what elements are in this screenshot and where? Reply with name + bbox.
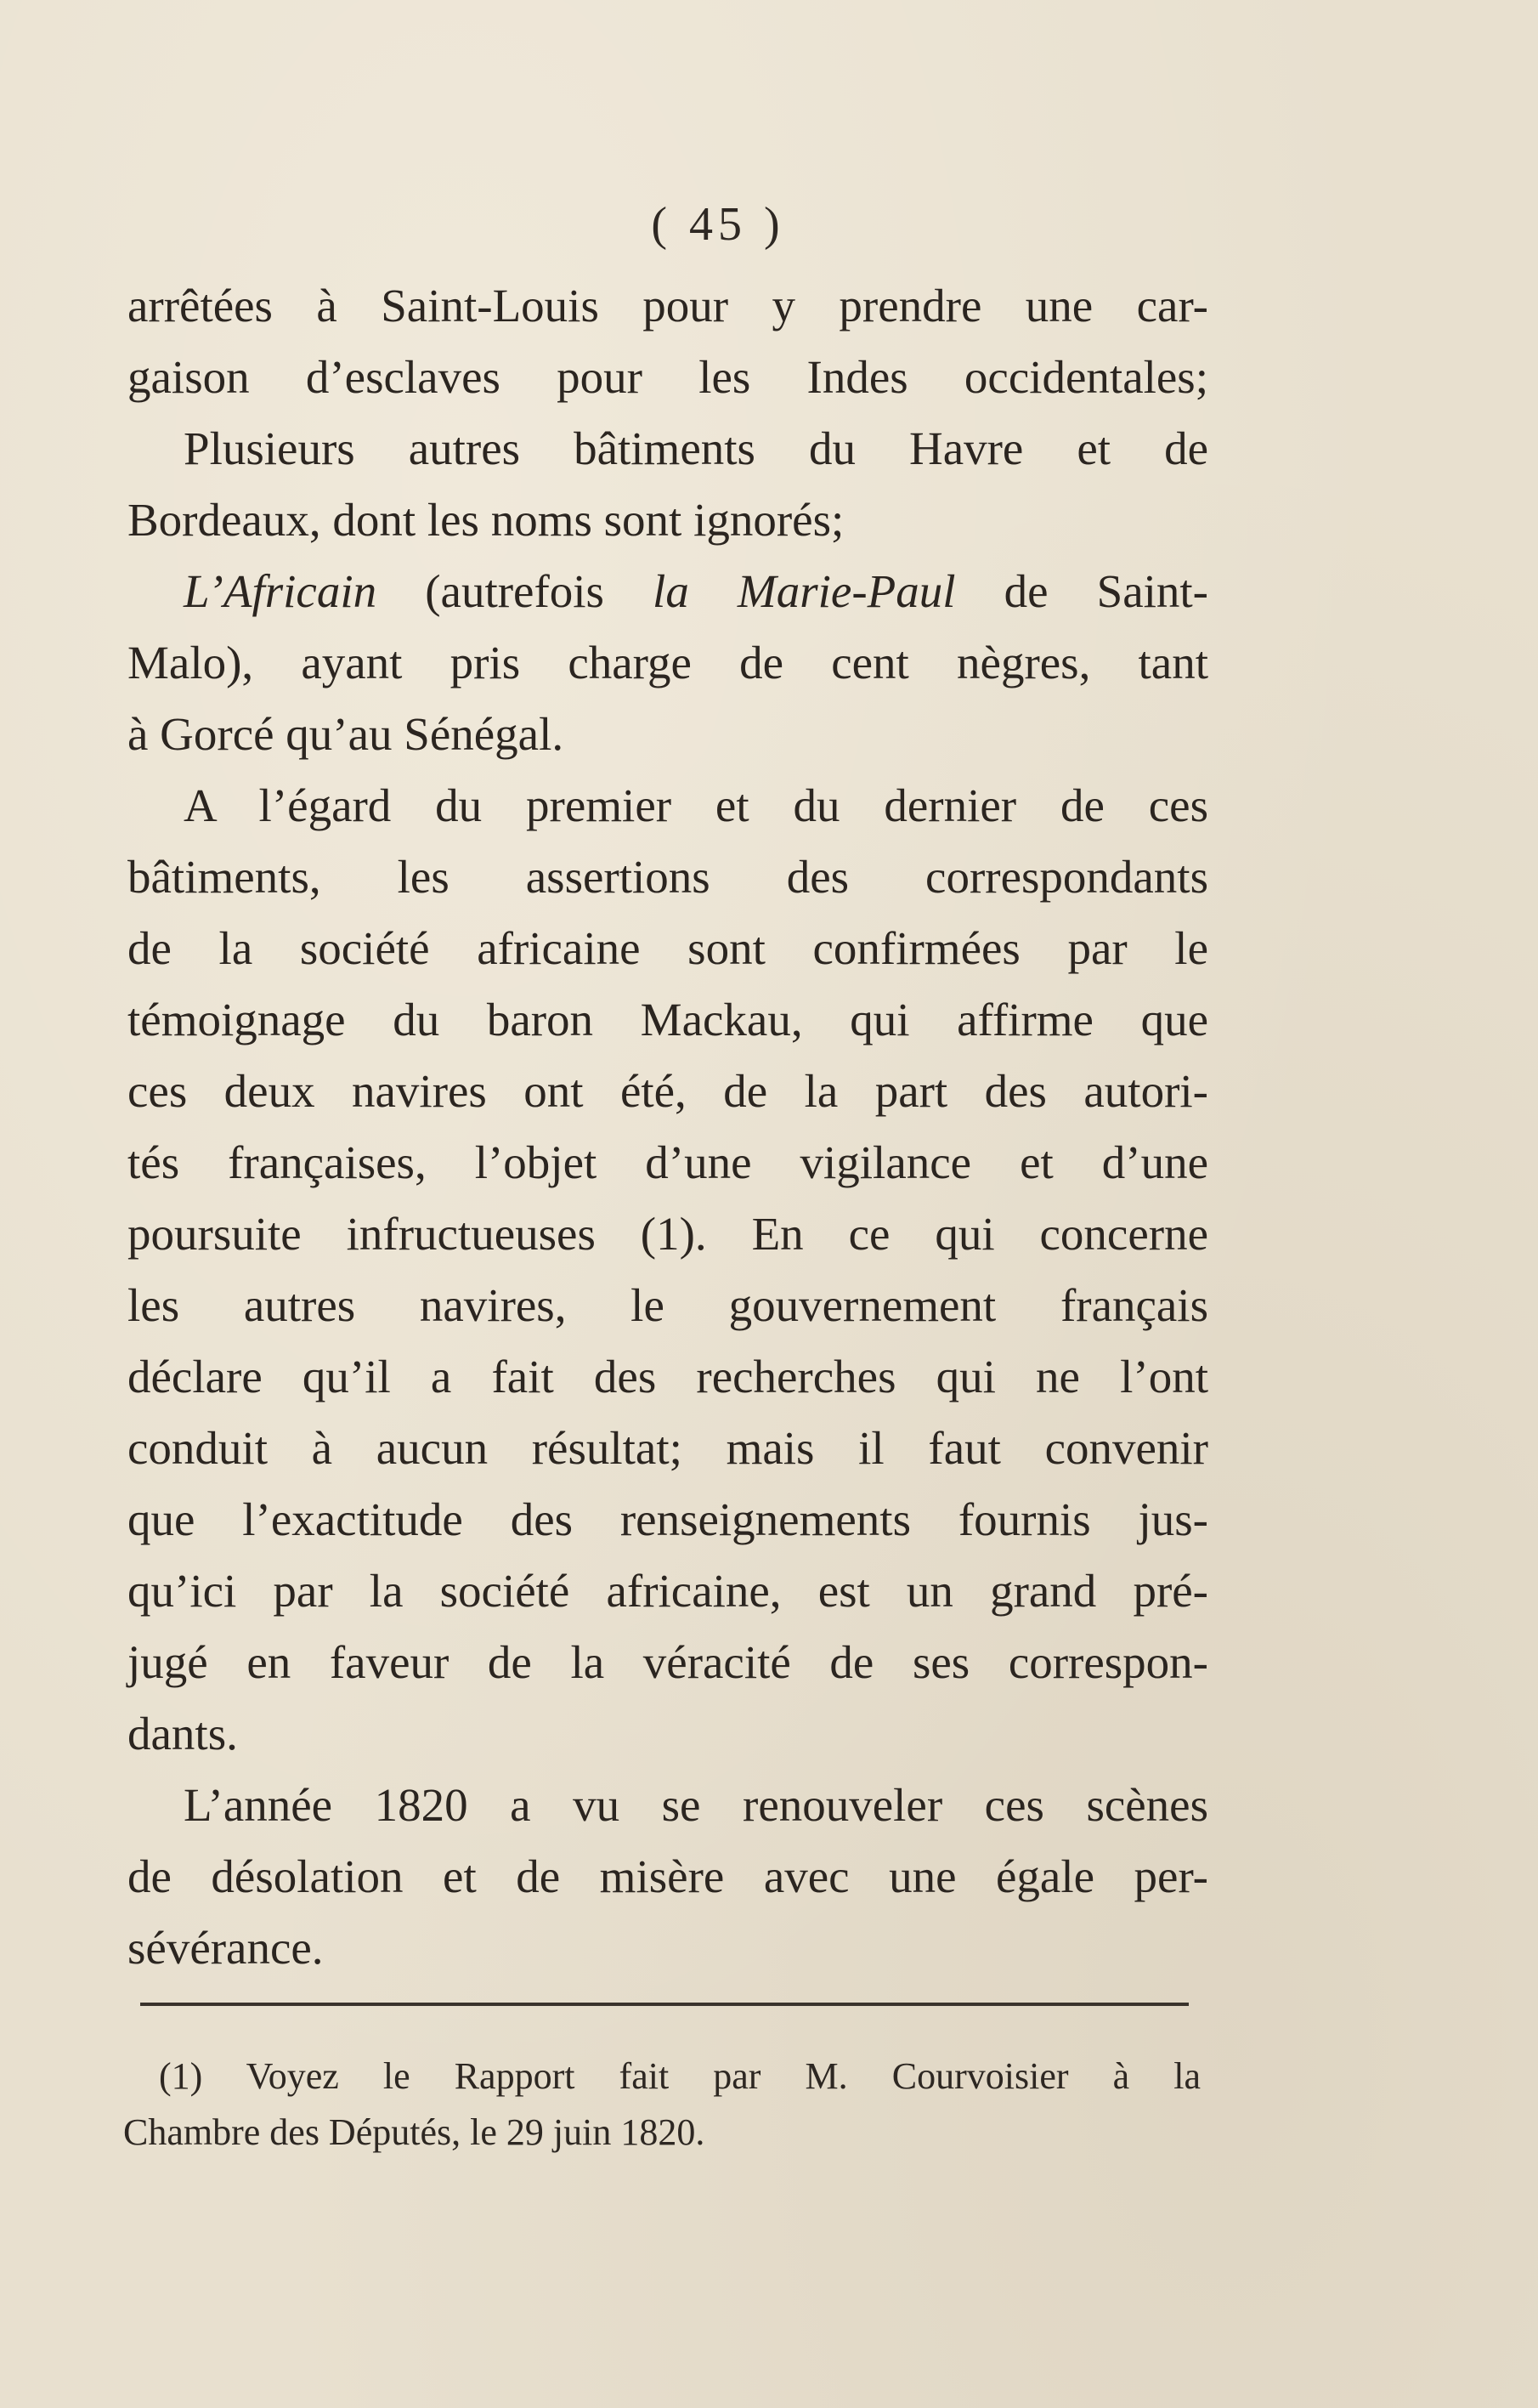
text-line: témoignage du baron Mackau, qui affirme que bbox=[127, 994, 1208, 1045]
text-line: tés françaises, l’objet d’une vigilance et d’une bbox=[127, 1136, 1208, 1188]
text-line: dants. bbox=[127, 1708, 238, 1759]
text-line: arrêtées à Saint-Louis pour y prendre une car- bbox=[127, 280, 1208, 331]
text-line: Plusieurs autres bâtiments du Havre et de bbox=[184, 422, 1208, 474]
body-text bbox=[127, 270, 1208, 1984]
text-line: de désolation et de misère avec une égale per- bbox=[127, 1850, 1208, 1902]
text-segment: (autrefois bbox=[376, 565, 653, 617]
ship-name-italic: L’Africain bbox=[184, 565, 377, 617]
footnotes bbox=[123, 2048, 1201, 2161]
footnote-line: Chambre des Députés, le 29 juin 1820. bbox=[123, 2111, 705, 2153]
text-line: qu’ici par la société africaine, est un grand pré- bbox=[127, 1565, 1208, 1617]
text-line: à Gorcé qu’au Sénégal. bbox=[127, 708, 564, 760]
text-line: gaison d’esclaves pour les Indes occidentales; bbox=[127, 351, 1208, 403]
text-line: bâtiments, les assertions des correspondants bbox=[127, 851, 1208, 903]
text-line: conduit à aucun résultat; mais il faut convenir bbox=[127, 1422, 1208, 1474]
text-line: Bordeaux, dont les noms sont ignorés; bbox=[127, 494, 845, 546]
text-line: de la société africaine sont confirmées par le bbox=[127, 922, 1208, 974]
text-line: A l’égard du premier et du dernier de ces bbox=[184, 779, 1208, 831]
footnote-line: (1) Voyez le Rapport fait par M. Courvoisier à la bbox=[159, 2055, 1201, 2097]
text-line: jugé en faveur de la véracité de ses correspon- bbox=[127, 1636, 1208, 1688]
text-line: les autres navires, le gouvernement français bbox=[127, 1279, 1208, 1331]
text-line: que l’exactitude des renseignements fournis jus- bbox=[127, 1493, 1208, 1545]
ship-name-italic: la Marie-Paul bbox=[653, 565, 956, 617]
text-line: L’année 1820 a vu se renouveler ces scènes bbox=[184, 1779, 1208, 1831]
page-number: ( 45 ) bbox=[651, 198, 785, 251]
text-line: déclare qu’il a fait des recherches qui ne l’ont bbox=[127, 1351, 1208, 1402]
text-line bbox=[127, 556, 1208, 627]
text-line: ces deux navires ont été, de la part des autori- bbox=[127, 1065, 1208, 1117]
text-line: sévérance. bbox=[127, 1922, 324, 1974]
text-segment: de Saint- bbox=[955, 565, 1208, 617]
text-line: poursuite infructueuses (1). En ce qui concerne bbox=[127, 1208, 1208, 1260]
text-line: Malo), ayant pris charge de cent nègres, tant bbox=[127, 637, 1208, 688]
footnote-separator-rule bbox=[140, 2003, 1189, 2006]
